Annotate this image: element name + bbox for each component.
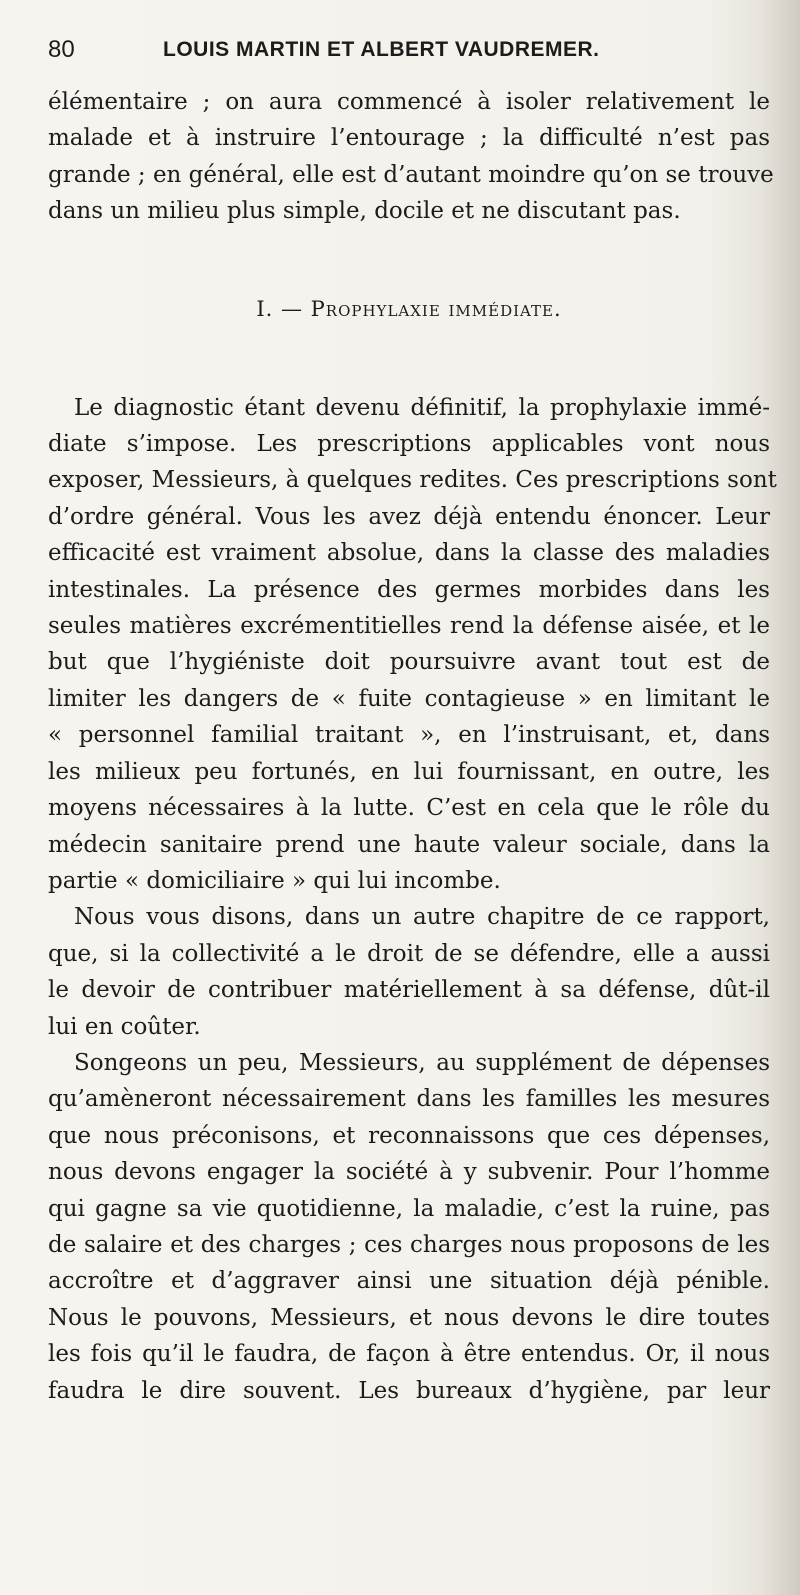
text-line: de salaire et des charges ; ces charges nous proposons de les <box>48 1231 770 1258</box>
text-line: d’ordre général. Vous les avez déjà entendu énoncer. Leur <box>48 503 770 530</box>
text-line: Songeons un peu, Messieurs, au supplément de dépenses <box>74 1049 770 1076</box>
section-number: I. — <box>256 297 303 322</box>
text-line: seules matières excrémentitielles rend la défense aisée, et le <box>48 613 770 640</box>
text-line: que, si la collectivité a le droit de se défendre, elle a aussi <box>48 940 770 967</box>
text-line: médecin sanitaire prend une haute valeur sociale, dans la <box>48 831 770 858</box>
page-number: 80 <box>48 36 75 63</box>
text-line: Nous le pouvons, Messieurs, et nous devons le dire toutes <box>48 1304 770 1331</box>
text-line: « personnel familial traitant », en l’instruisant, et, dans <box>48 722 770 749</box>
text-line: les fois qu’il le faudra, de façon à être entendus. Or, il nous <box>48 1341 770 1368</box>
text-line: moyens nécessaires à la lutte. C’est en cela que le rôle du <box>48 795 770 822</box>
text-line: limiter les dangers de « fuite contagieuse » en limitant le <box>48 685 770 712</box>
running-head: LOUIS MARTIN ET ALBERT VAUDREMER. <box>163 38 600 61</box>
text-line: les milieux peu fortunés, en lui fournissant, en outre, les <box>48 758 770 785</box>
text-line: partie « domiciliaire » qui lui incombe. <box>48 867 501 894</box>
body-text <box>48 84 777 1409</box>
text-line: qui gagne sa vie quotidienne, la maladie, c’est la ruine, pas <box>48 1195 770 1222</box>
text-line: qu’amèneront nécessairement dans les familles les mesures <box>48 1086 770 1113</box>
text-line: Nous vous disons, dans un autre chapitre de ce rapport, <box>74 904 770 931</box>
paragraph <box>48 899 770 1045</box>
text-line: élémentaire ; on aura commencé à isoler relativement le <box>48 89 770 115</box>
text-line: dans un milieu plus simple, docile et ne discutant pas. <box>48 198 681 225</box>
text-line: but que l’hygiéniste doit poursuivre avant tout est de <box>48 649 770 676</box>
section-title: Prophylaxie immédiate. <box>310 297 562 322</box>
text-line: faudra le dire souvent. Les bureaux d’hygiène, par leur <box>48 1377 770 1404</box>
text-line: lui en coûter. <box>48 1013 201 1040</box>
text-line: nous devons engager la société à y subvenir. Pour l’homme <box>48 1159 770 1186</box>
text-line: efficacité est vraiment absolue, dans la classe des maladies <box>48 540 770 567</box>
page-header <box>48 36 768 70</box>
text-line: que nous préconisons, et reconnaissons que ces dépenses, <box>48 1122 770 1149</box>
text-line: malade et à instruire l’entourage ; la difficulté n’est pas <box>48 125 770 152</box>
intro-paragraph <box>48 84 774 230</box>
text-line: grande ; en général, elle est d’autant moindre qu’on se trouve <box>48 161 774 188</box>
paragraph <box>48 390 777 900</box>
text-line: le devoir de contribuer matériellement à sa défense, dût-il <box>48 977 770 1004</box>
text-line: Le diagnostic étant devenu définitif, la prophylaxie immé- <box>74 394 770 421</box>
text-line: intestinales. La présence des germes morbides dans les <box>48 576 770 603</box>
text-line: diate s’impose. Les prescriptions applicables vont nous <box>48 431 770 458</box>
section-heading <box>48 230 770 390</box>
text-line: exposer, Messieurs, à quelques redites. Ces prescriptions sont <box>48 467 777 494</box>
text-line: accroître et d’aggraver ainsi une situation déjà pénible. <box>48 1268 770 1295</box>
paragraph <box>48 1045 770 1409</box>
